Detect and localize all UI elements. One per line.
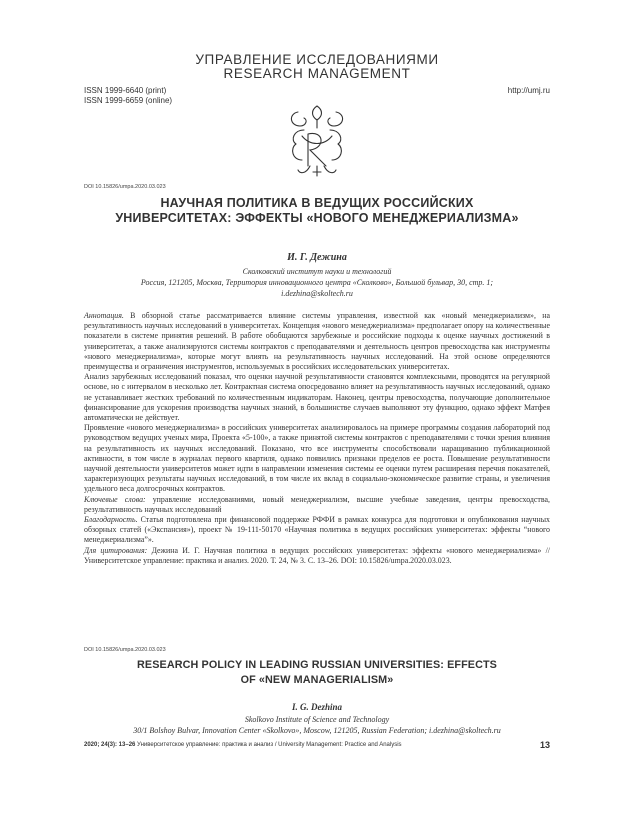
affiliation-en: Skolkovo Institute of Science and Technology bbox=[244, 715, 390, 724]
address-en: 30/1 Bolshoy Bulvar, Innovation Center «Skolkovo», Moscow, 121205, Russian Federation; i.dezhina@skoltech.ru bbox=[133, 726, 501, 735]
abstract-text-1: В обзорной статье рассматривается влияние системы управления, известной как «новый менеджериализм», на результативность научных исследований в университетах. Концепция «нового менеджериализма» предполагает опору на количественные показатели в системе принятия решений. В работе обобщаются зарубежные и российские подходы к оценке научных достижений в университетах, а также анализируются системы контрактов с преподавателями и деятельность центров превосходства как инструменты «нового менеджериализма», которые могут влиять на результативность научных исследований. На этой основе определяются преимущества и ограничения инструментов, используемых в российских исследовательских университетах. bbox=[84, 311, 550, 372]
doi-ru[interactable]: DOI 10.15826/umpa.2020.03.023 bbox=[84, 184, 166, 190]
thanks-text: Статья подготовлена при финансовой поддержке РФФИ в рамках конкурса для подготовки и опубликования научных обзорных статей («Экспансия»), проект № 19-111-50170 «Научная политика в ведущих российских университетах: эффекты “нового менеджериализма”». bbox=[84, 515, 550, 545]
email-ru[interactable]: i.dezhina@skoltech.ru bbox=[281, 289, 353, 298]
page-footer bbox=[84, 742, 550, 748]
issn-online: ISSN 1999-6659 (online) bbox=[84, 96, 173, 105]
article-title-ru-line1: НАУЧНАЯ ПОЛИТИКА В ВЕДУЩИХ РОССИЙСКИХ bbox=[160, 196, 474, 210]
keywords-paragraph bbox=[84, 495, 550, 515]
page-number: 13 bbox=[539, 740, 550, 750]
article-title-ru-line2: УНИВЕРСИТЕТАХ: ЭФФЕКТЫ «НОВОГО МЕНЕДЖЕРИАЛИЗМА» bbox=[115, 211, 519, 225]
abstract-paragraph-2 bbox=[84, 372, 550, 423]
issn-print: ISSN 1999-6640 (print) bbox=[84, 86, 167, 95]
author-ru: И. Г. Дежина bbox=[287, 252, 347, 263]
umj-monogram-icon bbox=[280, 100, 354, 180]
journal-url[interactable]: http://umj.ru bbox=[507, 86, 550, 95]
thanks-paragraph bbox=[84, 515, 550, 546]
abstract-text-2: Анализ зарубежных исследований показал, что оценки научной результативности становятся комплексными, проводятся на регулярной основе, но с интервалом в несколько лет. Контрактная система опосредованно влияет на результативность научных исследований, однако не устанавливает жестких требований по количественным индикаторам. Наконец, центры превосходства, получающие дополнительное финансирование для ускорения производства научных знаний, в большинстве случаев выполняют эту функцию, однако эффект Матфея автоматически не действует. bbox=[84, 372, 550, 423]
thanks-label: Благодарность. bbox=[84, 515, 138, 525]
author-en: I. G. Dezhina bbox=[291, 702, 342, 712]
citation-paragraph bbox=[84, 546, 550, 566]
affiliation-ru: Сколковский институт науки и технологий bbox=[242, 267, 392, 276]
abstract-label: Аннотация. bbox=[84, 311, 124, 320]
journal-title-ru: УПРАВЛЕНИЕ ИССЛЕДОВАНИЯМИ bbox=[195, 52, 439, 67]
citation-text: Дежина И. Г. Научная политика в ведущих российских университетах: эффекты «нового менеджериализма» // Университетское управление: практика и анализ. 2020. Т. 24, № 3. С. 13–26. DOI: 10.15826/umpa.2020.03.023. bbox=[84, 545, 550, 565]
abstract-block bbox=[84, 311, 550, 566]
journal-title-en: RESEARCH MANAGEMENT bbox=[223, 66, 411, 81]
footer-journal: Университетское управление: практика и анализ / University Management: Practice and Analysis bbox=[137, 742, 402, 748]
abstract-paragraph-3 bbox=[84, 423, 550, 494]
abstract-paragraph-1 bbox=[84, 311, 550, 372]
doi-en[interactable]: DOI 10.15826/umpa.2020.03.023 bbox=[84, 647, 166, 653]
abstract-text-3: Проявление «нового менеджериализма» в российских университетах анализировалось на примере программы создания лабораторий под руководством ведущих ученых мира, Проекта «5-100», а также принятой системы контрактов с преподавателями с точки зрения влияния на результативность их научных исследований. Показано, что все инструменты способствовали наращиванию публикационной активности, в том числе в журналах первого квартиля, однако появились признаки пределов ее роста. Повышение результативности научной деятельности университетов может идти в направлении изменения системы ее оценки путем расширения перечня показателей, характеризующих результаты научных исследований, в том числе их вклад в социально-экономическое развитие страны, и увеличения удельного веса долгосрочных контрактов. bbox=[84, 423, 550, 494]
article-title-en-line2: OF «NEW MANAGERIALISM» bbox=[240, 674, 394, 686]
footer-citation: 2020; 24(3): 13–26 bbox=[84, 742, 136, 748]
citation-label: Для цитирования: bbox=[84, 545, 148, 555]
address-ru: Россия, 121205, Москва, Территория инновационного центра «Сколково», Большой бульвар, 30, стр. 1; bbox=[140, 278, 494, 287]
article-title-en-line1: RESEARCH POLICY IN LEADING RUSSIAN UNIVERSITIES: EFFECTS bbox=[137, 659, 497, 671]
keywords-label: Ключевые слова: bbox=[84, 494, 146, 504]
keywords-text: управление исследованиями, новый менеджериализм, высшие учебные заведения, центры превосходства, результативность научных исследований bbox=[84, 494, 550, 514]
